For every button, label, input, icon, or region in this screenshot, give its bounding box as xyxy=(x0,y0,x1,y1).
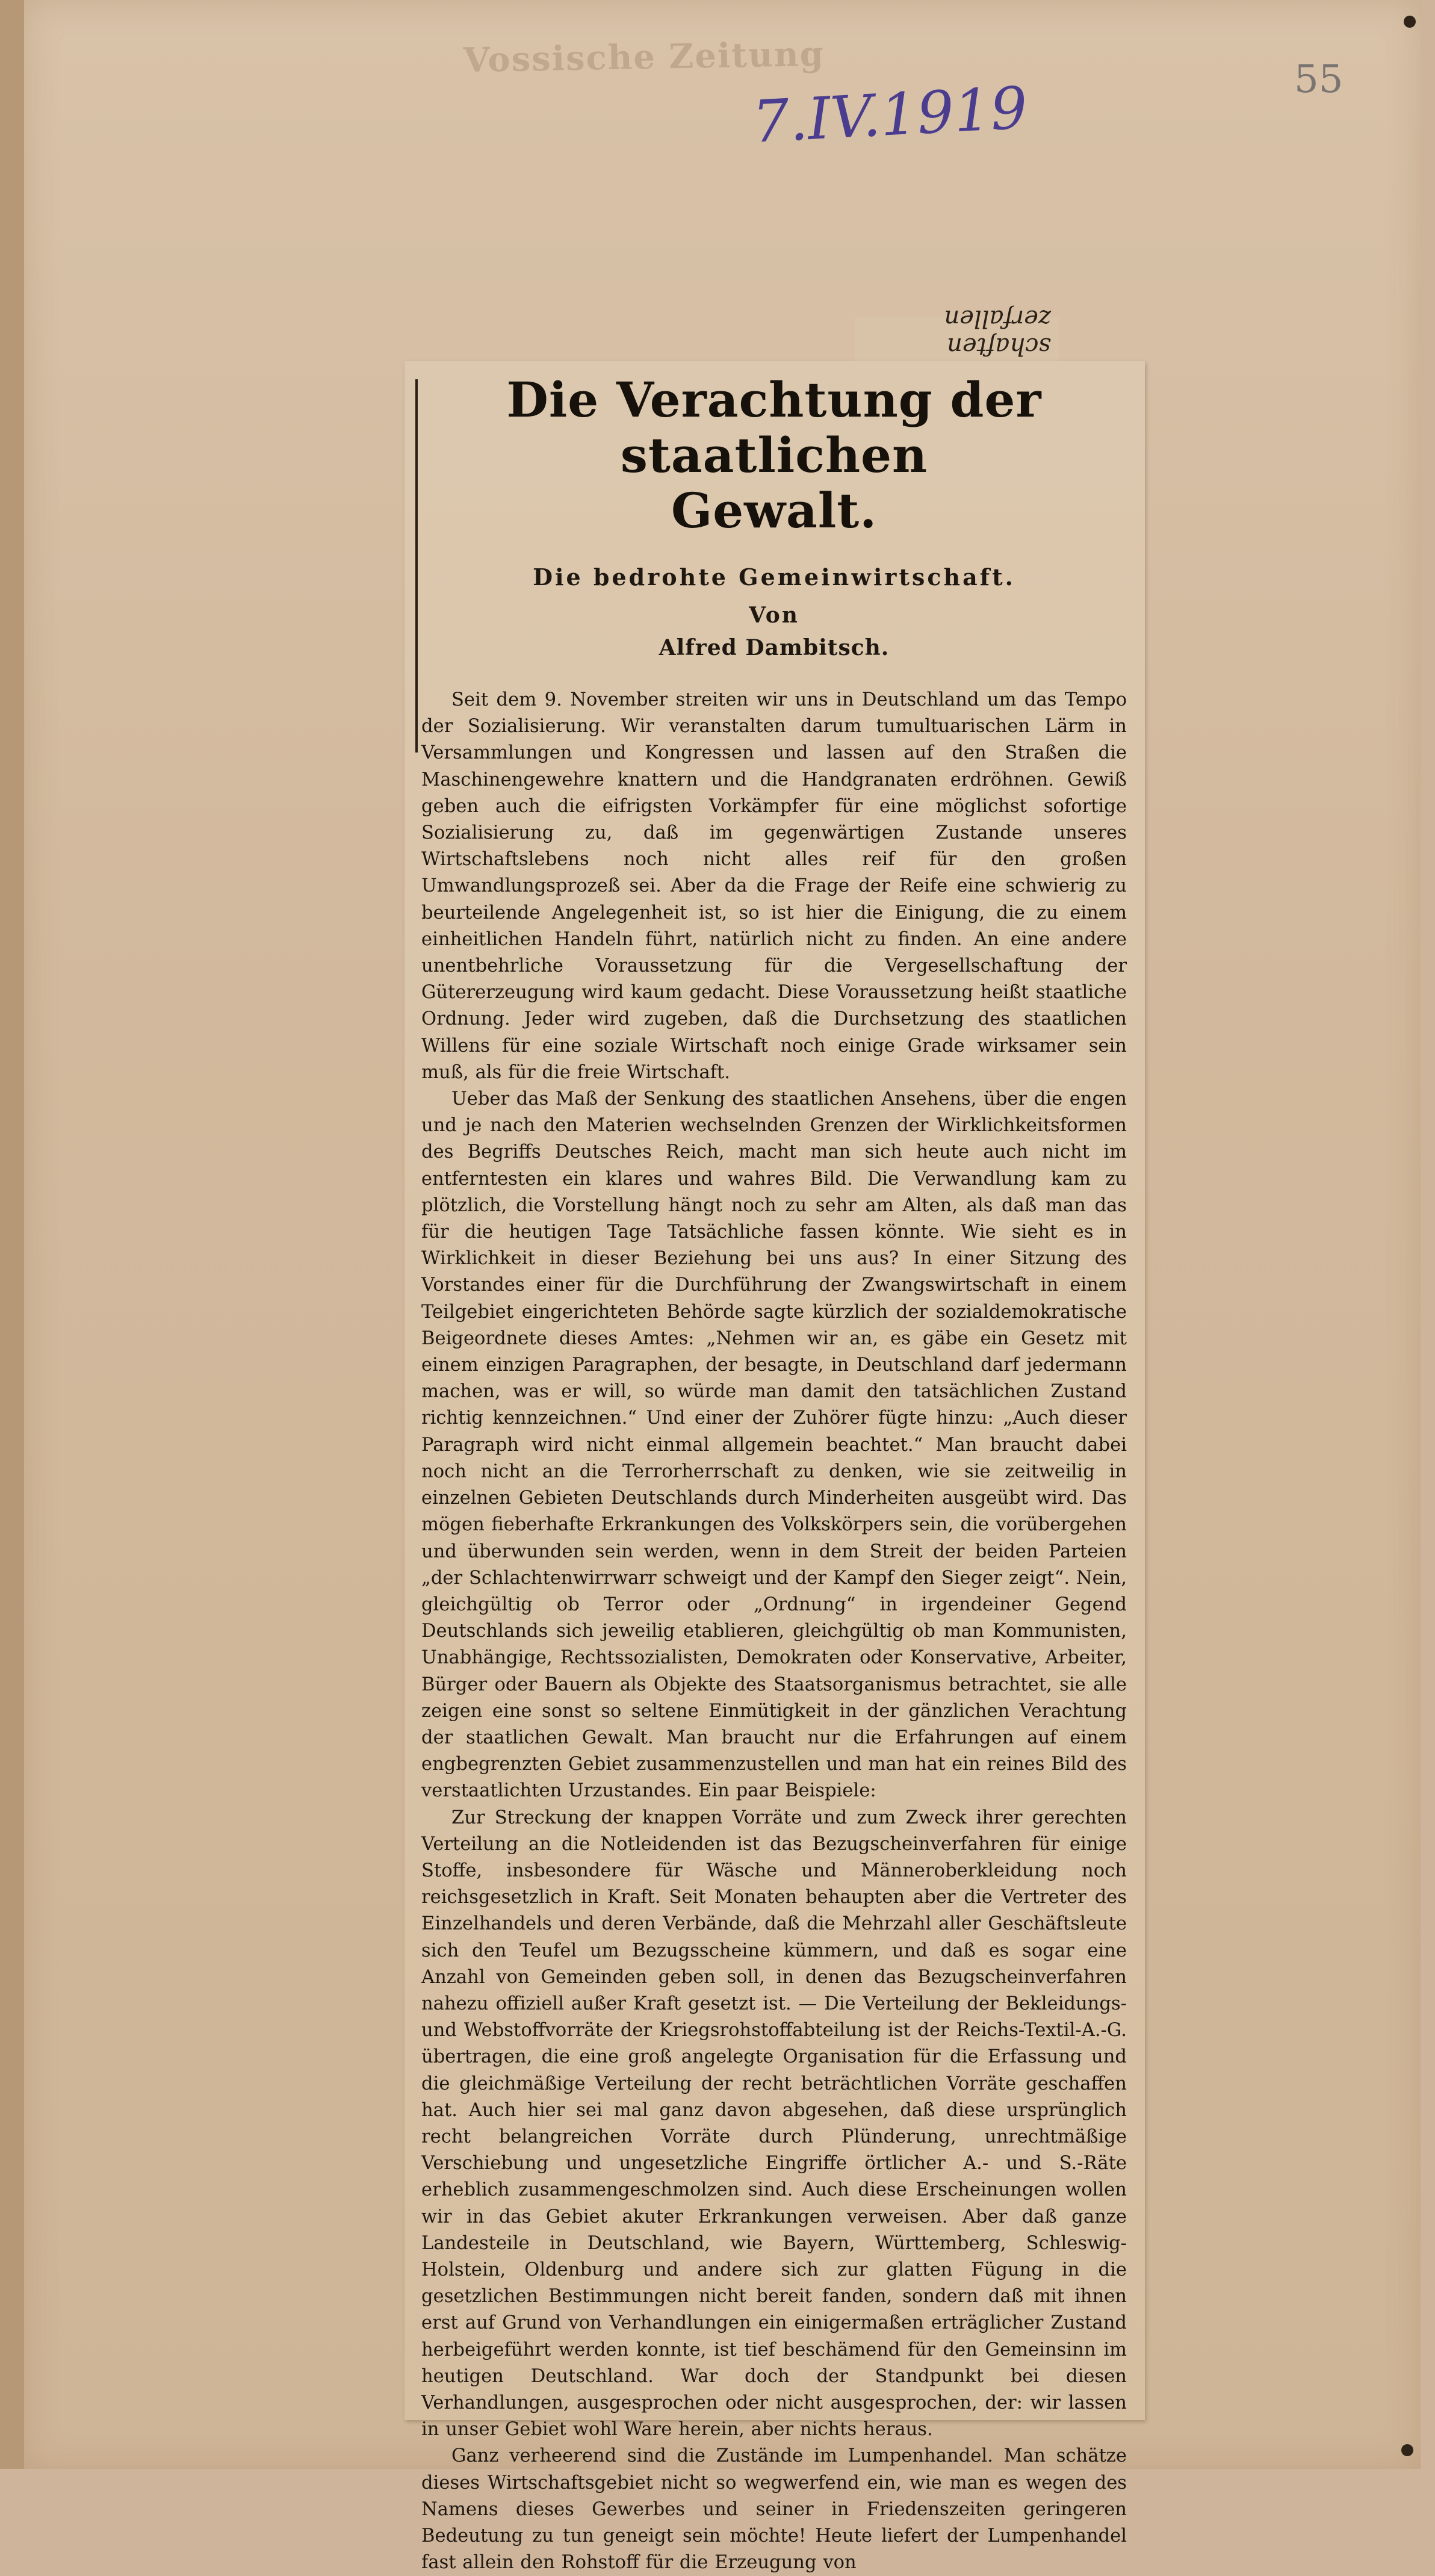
newspaper-stamp: Vossische Zeitung xyxy=(463,34,825,81)
byline-von: Von xyxy=(749,603,799,628)
article-subtitle: Die bedrohte Gemeinwirtschaft. xyxy=(533,563,1015,591)
article-author: Alfred Dambitsch. xyxy=(659,635,890,660)
handwritten-date: 7.IV.1919 xyxy=(751,74,1029,156)
article-body xyxy=(421,687,1127,2576)
corner-pin xyxy=(1401,2444,1413,2456)
article-paragraph: Zur Streckung der knappen Vorräte und zum Zweck ihrer gerechten Verteilung an die Notleidenden ist das Bezugscheinverfahren für einige Stoffe, insbesondere für Wäsche und Männeroberkleidung noch reichsgesetzlich in Kraft. Seit Monaten behaupten aber die Vertreter des Einzelhandels und deren Verbände, daß die Mehrzahl aller Geschäftsleute sich den Teufel um Bezugsscheine kümmern, und daß es sogar eine Anzahl von Gemeinden geben soll, in denen das Bezugscheinverfahren nahezu offiziell außer Kraft gesetzt ist. — Die Verteilung der Bekleidungs- und Webstoffvorräte der Kriegsrohstoffabteilung ist der Reichs-Textil-A.-G. übertragen, die eine groß angelegte Organisation für die Erfassung und die gleichmäßige Verteilung der recht beträchtlichen Vorräte geschaffen hat. Auch hier sei mal ganz davon abgesehen, daß diese ursprünglich recht belangreichen Vorräte durch Plünderung, unrechtmäßige Verschiebung und ungesetzliche Eingriffe örtlicher A.- und S.-Räte erheblich zusammengeschmolzen sind. Auch diese Erscheinungen wollen wir in das Gebiet akuter Erkrankungen verweisen. Aber daß ganze Landesteile in Deutschland, wie Bayern, Württemberg, Schleswig-Holstein, Oldenburg und andere sich zur glatten Fügung in die gesetzlichen Bestimmungen nicht bereit fanden, sondern daß mit ihnen erst auf Grund von Verhandlungen ein einigermaßen erträglicher Zustand herbeigeführt werden konnte, ist tief beschämend für den Gemeinsinn im heutigen Deutschland. War doch der Standpunkt bei diesen Verhandlungen, ausgesprochen oder nicht ausgesprochen, der: wir lassen in unser Gebiet wohl Ware herein, aber nichts heraus. xyxy=(421,1807,1127,2441)
article xyxy=(421,372,1127,2576)
article-title xyxy=(421,372,1127,538)
article-paragraph: Ueber das Maß der Senkung des staatlichen Ansehens, über die engen und je nach den Materien wechselnden Grenzen der Wirklichkeitsformen des Begriffs Deutsches Reich, macht man sich heute auch nicht im entferntesten ein klares und wahres Bild. Die Verwandlung kam zu plötzlich, die Vorstellung hängt noch zu sehr am Alten, als daß man das für die heutigen Tage Tatsächliche fassen könnte. Wie sieht es in Wirklichkeit in dieser Beziehung bei uns aus? In einer Sitzung des Vorstandes einer für die Durchführung der Zwangswirtschaft in einem Teilgebiet eingerichteten Behörde sagte kürzlich der sozialdemokratische Beigeordnete dieses Amtes: „Nehmen wir an, es gäbe ein Gesetz mit einem einzigen Paragraphen, der besagte, in Deutschland darf jedermann machen, was er will, so würde man damit den tatsächlichen Zustand richtig kennzeichnen.“ Und einer der Zuhörer fügte hinzu: „Auch dieser Paragraph wird nicht einmal allgemein beachtet.“ Man braucht dabei noch nicht an die Terrorherrschaft zu denken, wie sie zeitweilig in einzelnen Gebieten Deutschlands durch Minderheiten ausgeübt wird. Das mögen fieberhafte Erkrankungen des Volkskörpers sein, die vorübergehen und überwunden sein werden, wenn in dem Streit der beiden Parteien „der Schlachtenwirrwarr schweigt und der Kampf den Sieger zeigt“. Nein, gleichgültig ob Terror oder „Ordnung“ in irgendeiner Gegend Deutschlands sich jeweilig etablieren, gleichgültig ob man Kommunisten, Unabhängige, Rechtssozialisten, Demokraten oder Konservative, Arbeiter, Bürger oder Bauern als Objekte des Staatsorganismus betrachtet, sie alle zeigen eine sonst so seltene Einmütigkeit in der gänzlichen Verachtung der staatlichen Gewalt. Man braucht nur die Erfahrungen auf einem engbegrenzten Gebiet zusammenzustellen und man hat ein reines Bild des verstaatlichten Urzustandes. Ein paar Beispiele: xyxy=(421,1088,1127,1802)
article-paragraph: Seit dem 9. November streiten wir uns in Deutschland um das Tempo der Sozialisierung. Wir veranstalten darum tumultuarischen Lärm in Versammlungen und Kongressen und lassen auf den Straßen die Maschinengewehre knattern und die Handgranaten erdröhnen. Gewiß geben auch die eifrigsten Vorkämpfer für eine möglichst sofortige Sozialisierung zu, daß im gegenwärtigen Zustande unseres Wirtschaftslebens noch nicht alles reif für den großen Umwandlungsprozeß sei. Aber da die Frage der Reife eine schwierig zu beurteilende Angelegenheit ist, so ist hier die Einigung, die zu einem einheitlichen Handeln führt, natürlich nicht zu finden. An eine andere unentbehrliche Voraussetzung für die Vergesellschaftung der Gütererzeugung wird kaum gedacht. Diese Voraussetzung heißt staatliche Ordnung. Jeder wird zugeben, daß die Durchsetzung des staatlichen Willens für eine soziale Wirtschaft noch einige Grade wirksamer sein muß, als für die freie Wirtschaft. xyxy=(421,689,1127,1083)
newspaper-clipping xyxy=(404,361,1145,2574)
adjacent-clipping-fragment: schaften zerfallen xyxy=(855,317,1059,365)
article-paragraph: Ganz verheerend sind die Zustände im Lumpenhandel. Man schätze dieses Wirtschaftsgebiet nicht so wegwerfend ein, wie man es wegen des Namens dieses Gewerbes und seiner in Friedenszeiten geringeren Bedeutung zu tun geneigt sein möchte! Heute liefert der Lumpenhandel fast allein den Rohstoff für die Erzeugung von xyxy=(421,2445,1127,2574)
article-title-line2: Gewalt. xyxy=(671,482,878,539)
page-left-edge xyxy=(0,0,24,2469)
article-title-line1: Die Verachtung der staatlichen xyxy=(506,371,1042,483)
page-number: 55 xyxy=(1294,57,1344,102)
corner-pin xyxy=(1404,16,1416,28)
